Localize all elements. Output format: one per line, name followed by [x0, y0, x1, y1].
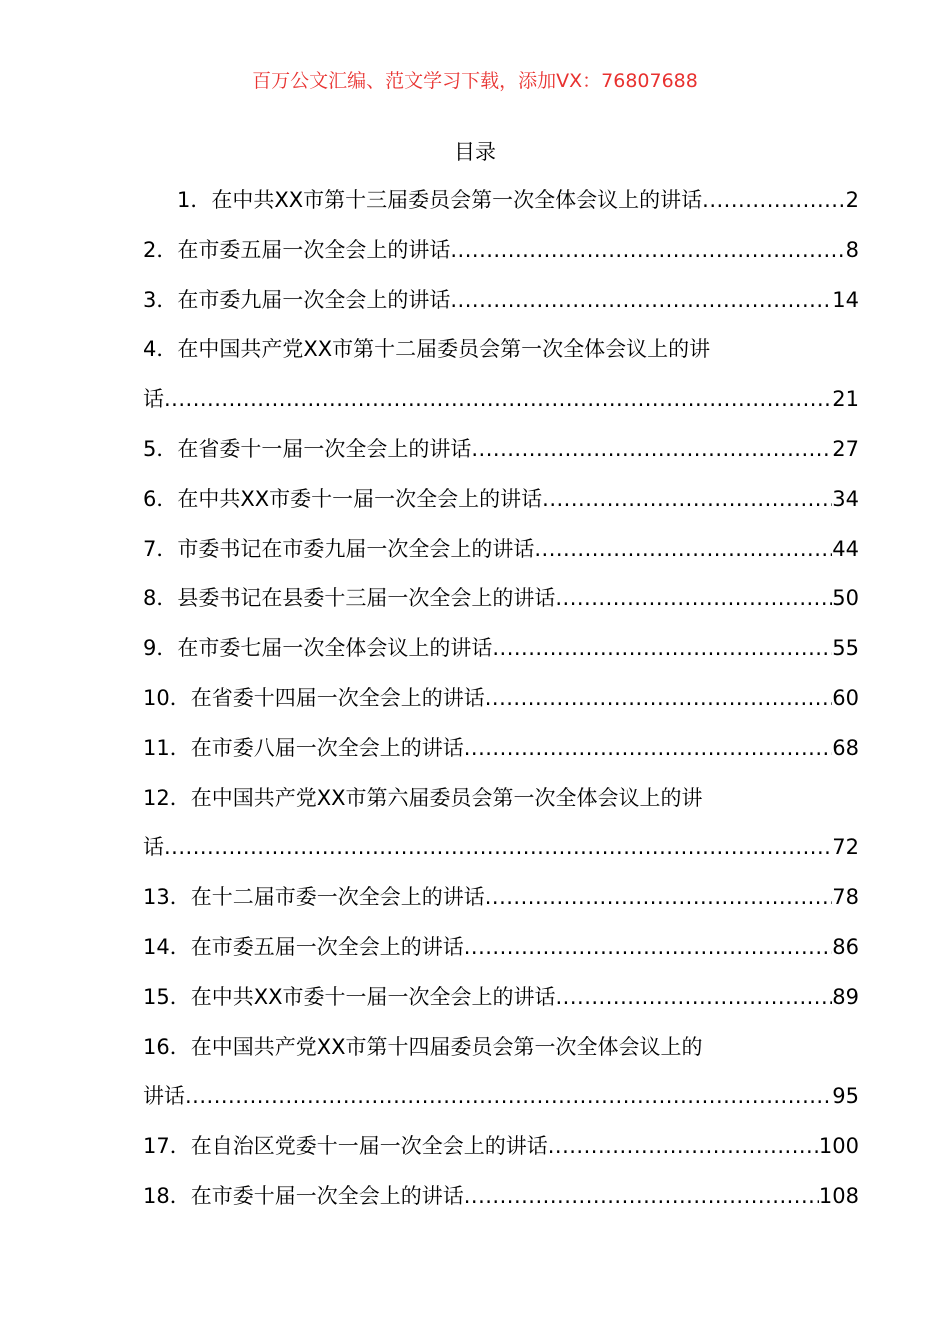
- toc-entry[interactable]: [143, 1172, 859, 1222]
- toc-page-number: 72: [832, 835, 859, 860]
- toc-page-number: 89: [832, 984, 859, 1009]
- toc-entry[interactable]: [143, 425, 859, 475]
- toc-page-number: 55: [832, 636, 859, 661]
- toc-leader-dots: [185, 1072, 832, 1122]
- toc-entry-text: 1．在中共XX市第十三届委员会第一次全体会议上的讲话: [177, 188, 703, 212]
- toc-entry-text: 17．在自治区党委十一届一次全会上的讲话: [143, 1134, 548, 1159]
- toc-entry[interactable]: [143, 176, 859, 226]
- toc-leader-dots: [534, 525, 832, 575]
- toc-entry-text: 13．在十二届市委一次全会上的讲话: [143, 885, 485, 910]
- toc-entry-continuation[interactable]: [143, 375, 859, 425]
- toc-leader-dots: [464, 724, 833, 774]
- toc-entry-text-cont: 话: [143, 387, 164, 412]
- toc-page-number: 78: [832, 885, 859, 910]
- toc-entry[interactable]: [143, 724, 859, 774]
- toc-page-number: 68: [832, 735, 859, 760]
- toc-entry[interactable]: [143, 276, 859, 326]
- toc-page-number: 100: [818, 1134, 859, 1159]
- toc-leader-dots: [164, 823, 832, 873]
- toc-page-number: 95: [832, 1084, 859, 1109]
- toc-entry[interactable]: [143, 973, 859, 1023]
- toc-title: 目录: [454, 140, 496, 164]
- header-note: 百万公文汇编、范文学习下载，添加VX：76807688: [252, 70, 698, 92]
- toc-entry-text: 7．市委书记在市委九届一次全会上的讲话: [143, 536, 535, 561]
- toc-entry-continuation[interactable]: [143, 823, 859, 873]
- toc-entry-text[interactable]: 4．在中国共产党XX市第十二届委员会第一次全体会议上的讲: [143, 337, 711, 362]
- toc-leader-dots: [548, 1122, 819, 1172]
- toc-entry-text: 9．在市委七届一次全体会议上的讲话: [143, 636, 493, 661]
- toc-page-number: 108: [818, 1183, 859, 1208]
- toc-page-number: 86: [832, 934, 859, 959]
- toc-leader-dots: [464, 1172, 819, 1222]
- toc-leader-dots: [492, 624, 832, 674]
- toc-entry[interactable]: [143, 574, 859, 624]
- toc-leader-dots: [164, 375, 832, 425]
- toc-entry[interactable]: [143, 923, 859, 973]
- toc-leader-dots: [485, 674, 833, 724]
- toc-entry-text: 15．在中共XX市委十一届一次全会上的讲话: [143, 984, 556, 1009]
- toc-entry-text: 6．在中共XX市委十一届一次全会上的讲话: [143, 486, 543, 511]
- toc-entry-text: 14．在市委五届一次全会上的讲话: [143, 934, 464, 959]
- toc-entry-text-cont: 话: [143, 835, 164, 860]
- toc-entry-text: 2．在市委五届一次全会上的讲话: [143, 237, 451, 262]
- toc-entry-text: 3．在市委九届一次全会上的讲话: [143, 287, 451, 312]
- toc-entry-text: 10．在省委十四届一次全会上的讲话: [143, 685, 485, 710]
- toc-entry[interactable]: [143, 475, 859, 525]
- toc-page-number: 2: [845, 188, 859, 212]
- toc-page-number: 34: [832, 486, 859, 511]
- toc-entry[interactable]: [143, 226, 859, 276]
- toc-leader-dots: [555, 574, 832, 624]
- toc-leader-dots: [702, 176, 845, 226]
- toc-entry[interactable]: [143, 873, 859, 923]
- toc-entry[interactable]: [143, 674, 859, 724]
- toc-page-number: 60: [832, 685, 859, 710]
- toc-leader-dots: [542, 475, 832, 525]
- toc-page-number: 50: [832, 586, 859, 611]
- toc-entry[interactable]: [143, 624, 859, 674]
- toc-entry[interactable]: [143, 1122, 859, 1172]
- toc-entry-text: 8．县委书记在县委十三届一次全会上的讲话: [143, 586, 556, 611]
- table-of-contents: [143, 176, 859, 1222]
- toc-leader-dots: [450, 226, 845, 276]
- toc-entry-continuation[interactable]: [143, 1072, 859, 1122]
- toc-entry-text[interactable]: 12．在中国共产党XX市第六届委员会第一次全体会议上的讲: [143, 785, 703, 810]
- toc-leader-dots: [471, 425, 832, 475]
- toc-leader-dots: [450, 276, 832, 326]
- toc-entry-text: 18．在市委十届一次全会上的讲话: [143, 1183, 464, 1208]
- toc-page-number: 21: [832, 387, 859, 412]
- toc-page-number: 14: [832, 287, 859, 312]
- toc-page-number: 44: [832, 536, 859, 561]
- toc-leader-dots: [464, 923, 833, 973]
- toc-page-number: 27: [832, 436, 859, 461]
- toc-page-number: 8: [845, 237, 859, 262]
- toc-leader-dots: [556, 973, 833, 1023]
- toc-entry[interactable]: [143, 525, 859, 575]
- toc-entry-text: 11．在市委八届一次全会上的讲话: [143, 735, 464, 760]
- toc-entry-text-cont: 讲话: [143, 1084, 185, 1109]
- toc-entry-text[interactable]: 16．在中国共产党XX市第十四届委员会第一次全体会议上的: [143, 1034, 703, 1059]
- toc-entry-text: 5．在省委十一届一次全会上的讲话: [143, 436, 472, 461]
- toc-leader-dots: [485, 873, 833, 923]
